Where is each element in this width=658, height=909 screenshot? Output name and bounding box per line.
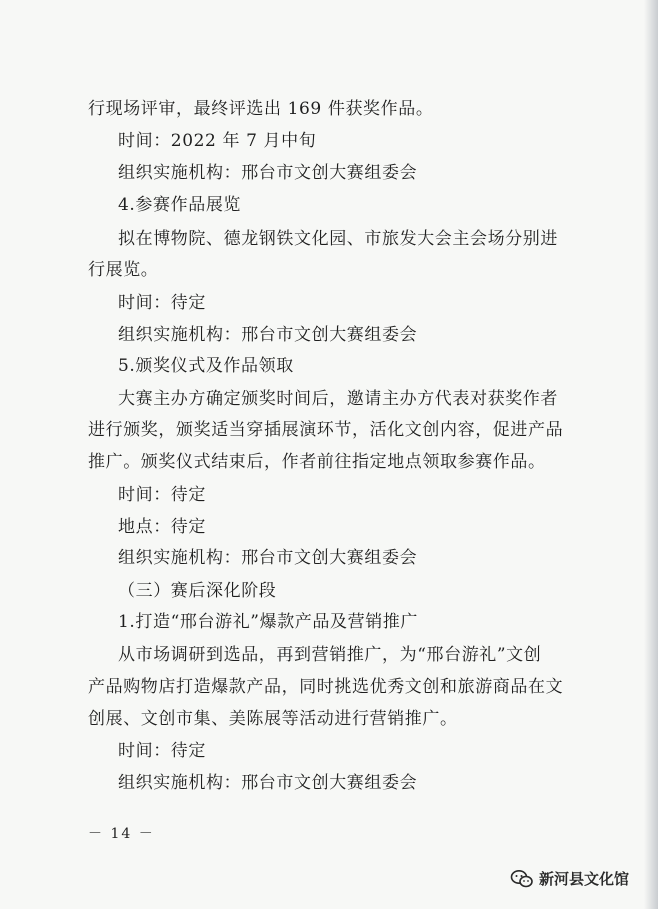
text-line: 时间：待定 <box>118 293 206 313</box>
text-line: 时间：2022 年 7 月中旬 <box>118 131 317 151</box>
watermark-label: 新河县文化馆 <box>539 870 630 888</box>
text-line: 创展、文创市集、美陈展等活动进行营销推广。 <box>88 709 458 729</box>
text-line: 组织实施机构：邢台市文创大赛组委会 <box>118 325 418 345</box>
section-heading: 5.颁奖仪式及作品领取 <box>118 356 294 376</box>
wechat-icon <box>510 869 534 889</box>
text-line: 时间：待定 <box>118 741 206 761</box>
text-line: 时间：待定 <box>118 485 206 505</box>
text-line: 大赛主办方确定颁奖时间后，邀请主办方代表对获奖作者 <box>118 389 558 409</box>
text-line: 从市场调研到选品，再到营销推广，为“邢台游礼”文创 <box>118 645 542 665</box>
section-heading: 1.打造“邢台游礼”爆款产品及营销推广 <box>118 612 419 632</box>
text-line: 行展览。 <box>88 260 159 280</box>
text-line: 地点：待定 <box>118 517 206 537</box>
watermark <box>510 868 629 889</box>
scan-edge <box>644 0 658 909</box>
text-line: 产品购物店打造爆款产品，同时挑选优秀文创和旅游商品在文 <box>88 677 564 697</box>
section-heading: 4.参赛作品展览 <box>118 195 242 215</box>
text-line: 推广。颁奖仪式结束后，作者前往指定地点领取参赛作品。 <box>88 452 546 472</box>
text-line: 行现场评审，最终评选出 169 件获奖作品。 <box>88 99 434 119</box>
text-line: 拟在博物院、德龙钢铁文化园、市旅发大会主会场分别进 <box>118 229 558 249</box>
text-line: 组织实施机构：邢台市文创大赛组委会 <box>118 548 418 568</box>
section-heading: （三）赛后深化阶段 <box>118 581 277 601</box>
text-line: 组织实施机构：邢台市文创大赛组委会 <box>118 163 418 183</box>
text-line: 组织实施机构：邢台市文创大赛组委会 <box>118 773 418 793</box>
page-number: － 14 － <box>88 826 155 842</box>
text-line: 进行颁奖，颁奖适当穿插展演环节，活化文创内容，促进产品 <box>88 420 564 440</box>
